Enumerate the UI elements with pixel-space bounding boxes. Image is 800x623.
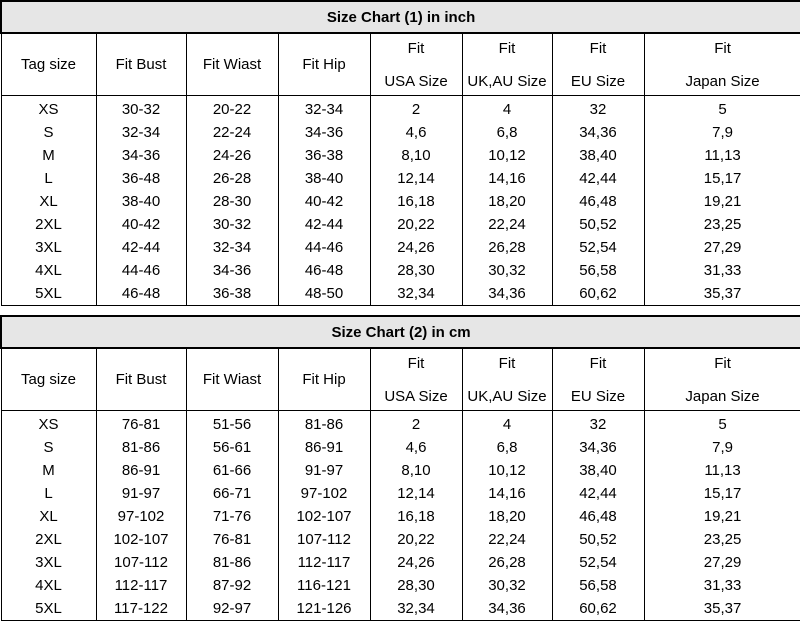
- table-cell: 36-48: [96, 167, 186, 190]
- table-cell: 38-40: [96, 190, 186, 213]
- header-tag-size: Tag size: [1, 348, 96, 411]
- table-cell: 28,30: [370, 574, 462, 597]
- table-cell: 19,21: [644, 505, 800, 528]
- header-japan-size: [644, 33, 800, 96]
- table-cell: 27,29: [644, 551, 800, 574]
- size-table-inch: [0, 0, 800, 306]
- table-cell: 30-32: [186, 213, 278, 236]
- table-cell: S: [1, 436, 96, 459]
- table-cell: 16,18: [370, 505, 462, 528]
- table-row: [1, 597, 800, 621]
- table-cell: 3XL: [1, 236, 96, 259]
- table-cell: 34-36: [186, 259, 278, 282]
- table-row: [1, 144, 800, 167]
- table-cell: 28,30: [370, 259, 462, 282]
- header-tag-size: Tag size: [1, 33, 96, 96]
- table-row: [1, 213, 800, 236]
- table-cell: 22,24: [462, 528, 552, 551]
- table-cell: 14,16: [462, 167, 552, 190]
- table-cell: 44-46: [96, 259, 186, 282]
- header-line: Japan Size: [685, 72, 760, 90]
- table-cell: 2: [370, 96, 462, 122]
- table-cell: XS: [1, 96, 96, 122]
- header-line: Fit: [589, 39, 607, 57]
- table-cell: 28-30: [186, 190, 278, 213]
- table-cell: 51-56: [186, 411, 278, 437]
- table-cell: 34,36: [552, 121, 644, 144]
- table-cell: L: [1, 167, 96, 190]
- header-line: EU Size: [570, 387, 626, 405]
- table-cell: 18,20: [462, 505, 552, 528]
- table-cell: 31,33: [644, 574, 800, 597]
- header-uk-au-size: [462, 348, 552, 411]
- table-cell: 92-97: [186, 597, 278, 621]
- table-cell: 32-34: [278, 96, 370, 122]
- table-cell: 5: [644, 96, 800, 122]
- table-cell: 42,44: [552, 482, 644, 505]
- table-cell: 5: [644, 411, 800, 437]
- table-cell: XS: [1, 411, 96, 437]
- table-cell: 14,16: [462, 482, 552, 505]
- table-cell: 48-50: [278, 282, 370, 306]
- table-row: [1, 121, 800, 144]
- table-cell: 42,44: [552, 167, 644, 190]
- table-cell: 19,21: [644, 190, 800, 213]
- table-cell: 23,25: [644, 528, 800, 551]
- table-cell: 34,36: [462, 282, 552, 306]
- table-cell: 91-97: [96, 482, 186, 505]
- table-cell: 20-22: [186, 96, 278, 122]
- header-line: UK,AU Size: [467, 387, 547, 405]
- table-row: [1, 551, 800, 574]
- table-cell: 44-46: [278, 236, 370, 259]
- table-cell: 71-76: [186, 505, 278, 528]
- table-cell: 76-81: [96, 411, 186, 437]
- table-cell: 24,26: [370, 551, 462, 574]
- table-cell: 81-86: [186, 551, 278, 574]
- table-cell: 31,33: [644, 259, 800, 282]
- table-cell: 12,14: [370, 482, 462, 505]
- table-cell: 32-34: [186, 236, 278, 259]
- table-cell: 10,12: [462, 144, 552, 167]
- header-line: Fit: [498, 354, 516, 372]
- table-cell: 50,52: [552, 213, 644, 236]
- table-cell: 30-32: [96, 96, 186, 122]
- table-cell: 60,62: [552, 282, 644, 306]
- table-cell: 22,24: [462, 213, 552, 236]
- table-row: [1, 236, 800, 259]
- table-cell: 46,48: [552, 190, 644, 213]
- table-cell: 107-112: [96, 551, 186, 574]
- header-fit-bust: Fit Bust: [96, 33, 186, 96]
- size-table-cm: [0, 315, 800, 621]
- table-cell: 4XL: [1, 259, 96, 282]
- table-cell: 112-117: [278, 551, 370, 574]
- table-row: [1, 96, 800, 122]
- table-row: [1, 482, 800, 505]
- table-body: [1, 411, 800, 621]
- header-uk-au-size: [462, 33, 552, 96]
- header-fit-waist: Fit Wiast: [186, 33, 278, 96]
- table-row: [1, 574, 800, 597]
- table-cell: 30,32: [462, 574, 552, 597]
- table-cell: 4,6: [370, 121, 462, 144]
- header-line: Fit: [407, 39, 425, 57]
- table-cell: 30,32: [462, 259, 552, 282]
- table-cell: 34-36: [96, 144, 186, 167]
- header-line: UK,AU Size: [467, 72, 547, 90]
- header-usa-size: [370, 33, 462, 96]
- table-row: [1, 167, 800, 190]
- table-body: [1, 96, 800, 306]
- table-cell: 18,20: [462, 190, 552, 213]
- table-row: [1, 190, 800, 213]
- table-cell: 8,10: [370, 459, 462, 482]
- table-row: [1, 436, 800, 459]
- table-cell: M: [1, 459, 96, 482]
- table-cell: 10,12: [462, 459, 552, 482]
- header-fit-bust: Fit Bust: [96, 348, 186, 411]
- table-cell: 38-40: [278, 167, 370, 190]
- header-usa-size: [370, 348, 462, 411]
- table-cell: S: [1, 121, 96, 144]
- table-cell: 2XL: [1, 528, 96, 551]
- table-cell: 46,48: [552, 505, 644, 528]
- table-cell: 42-44: [278, 213, 370, 236]
- table-cell: 27,29: [644, 236, 800, 259]
- table-row: [1, 528, 800, 551]
- table-cell: 32: [552, 96, 644, 122]
- table-cell: 5XL: [1, 282, 96, 306]
- table-cell: 38,40: [552, 459, 644, 482]
- size-chart-inch: [0, 0, 800, 306]
- table-cell: 3XL: [1, 551, 96, 574]
- table-cell: 32-34: [96, 121, 186, 144]
- table-cell: 87-92: [186, 574, 278, 597]
- header-line: USA Size: [384, 387, 448, 405]
- table-cell: 26-28: [186, 167, 278, 190]
- table-cell: 107-112: [278, 528, 370, 551]
- table-row: [1, 459, 800, 482]
- header-fit-hip: Fit Hip: [278, 33, 370, 96]
- table-cell: 34,36: [462, 597, 552, 621]
- table-cell: XL: [1, 505, 96, 528]
- table-cell: 97-102: [96, 505, 186, 528]
- header-line: Japan Size: [685, 387, 760, 405]
- table-cell: 116-121: [278, 574, 370, 597]
- table-cell: 52,54: [552, 236, 644, 259]
- header-japan-size: [644, 348, 800, 411]
- table-cell: 42-44: [96, 236, 186, 259]
- table-cell: 121-126: [278, 597, 370, 621]
- table-cell: 56,58: [552, 574, 644, 597]
- table-cell: 24,26: [370, 236, 462, 259]
- table-cell: 35,37: [644, 597, 800, 621]
- table-cell: 6,8: [462, 121, 552, 144]
- header-line: Fit: [407, 354, 425, 372]
- table-cell: 50,52: [552, 528, 644, 551]
- table-cell: 15,17: [644, 482, 800, 505]
- table-cell: 102-107: [96, 528, 186, 551]
- header-eu-size: [552, 348, 644, 411]
- table-cell: 7,9: [644, 121, 800, 144]
- table-cell: 40-42: [278, 190, 370, 213]
- table-cell: 32: [552, 411, 644, 437]
- table-cell: 46-48: [96, 282, 186, 306]
- header-line: Fit: [714, 39, 731, 57]
- header-fit-hip: Fit Hip: [278, 348, 370, 411]
- table-cell: 117-122: [96, 597, 186, 621]
- table-cell: 60,62: [552, 597, 644, 621]
- table-row: [1, 505, 800, 528]
- table-cell: XL: [1, 190, 96, 213]
- chart-title: Size Chart (1) in inch: [1, 1, 800, 33]
- table-cell: 7,9: [644, 436, 800, 459]
- table-cell: 32,34: [370, 597, 462, 621]
- table-cell: 35,37: [644, 282, 800, 306]
- chart-title: Size Chart (2) in cm: [1, 316, 800, 348]
- table-cell: 32,34: [370, 282, 462, 306]
- table-row: [1, 282, 800, 306]
- table-cell: 20,22: [370, 528, 462, 551]
- table-cell: 24-26: [186, 144, 278, 167]
- table-cell: 34-36: [278, 121, 370, 144]
- table-row: [1, 411, 800, 437]
- table-cell: 4: [462, 96, 552, 122]
- table-cell: 86-91: [96, 459, 186, 482]
- table-cell: 20,22: [370, 213, 462, 236]
- table-cell: 11,13: [644, 459, 800, 482]
- table-cell: 22-24: [186, 121, 278, 144]
- table-cell: 8,10: [370, 144, 462, 167]
- table-cell: M: [1, 144, 96, 167]
- table-cell: 16,18: [370, 190, 462, 213]
- table-cell: 2: [370, 411, 462, 437]
- table-cell: L: [1, 482, 96, 505]
- table-row: [1, 259, 800, 282]
- header-eu-size: [552, 33, 644, 96]
- header-line: Fit: [714, 354, 731, 372]
- table-cell: 4,6: [370, 436, 462, 459]
- table-cell: 52,54: [552, 551, 644, 574]
- table-cell: 81-86: [96, 436, 186, 459]
- table-cell: 56-61: [186, 436, 278, 459]
- size-chart-cm: [0, 315, 800, 621]
- table-cell: 6,8: [462, 436, 552, 459]
- table-cell: 91-97: [278, 459, 370, 482]
- table-cell: 81-86: [278, 411, 370, 437]
- table-cell: 102-107: [278, 505, 370, 528]
- table-cell: 26,28: [462, 551, 552, 574]
- header-line: EU Size: [570, 72, 626, 90]
- table-cell: 61-66: [186, 459, 278, 482]
- table-cell: 26,28: [462, 236, 552, 259]
- table-cell: 36-38: [278, 144, 370, 167]
- table-cell: 15,17: [644, 167, 800, 190]
- table-cell: 112-117: [96, 574, 186, 597]
- table-cell: 23,25: [644, 213, 800, 236]
- table-cell: 76-81: [186, 528, 278, 551]
- table-cell: 56,58: [552, 259, 644, 282]
- table-cell: 34,36: [552, 436, 644, 459]
- table-cell: 36-38: [186, 282, 278, 306]
- header-fit-waist: Fit Wiast: [186, 348, 278, 411]
- table-cell: 86-91: [278, 436, 370, 459]
- table-cell: 12,14: [370, 167, 462, 190]
- table-cell: 66-71: [186, 482, 278, 505]
- table-cell: 2XL: [1, 213, 96, 236]
- table-cell: 4: [462, 411, 552, 437]
- header-line: Fit: [498, 39, 516, 57]
- header-line: USA Size: [384, 72, 448, 90]
- table-cell: 97-102: [278, 482, 370, 505]
- header-line: Fit: [589, 354, 607, 372]
- table-cell: 4XL: [1, 574, 96, 597]
- table-cell: 40-42: [96, 213, 186, 236]
- table-cell: 5XL: [1, 597, 96, 621]
- table-cell: 11,13: [644, 144, 800, 167]
- table-cell: 46-48: [278, 259, 370, 282]
- table-cell: 38,40: [552, 144, 644, 167]
